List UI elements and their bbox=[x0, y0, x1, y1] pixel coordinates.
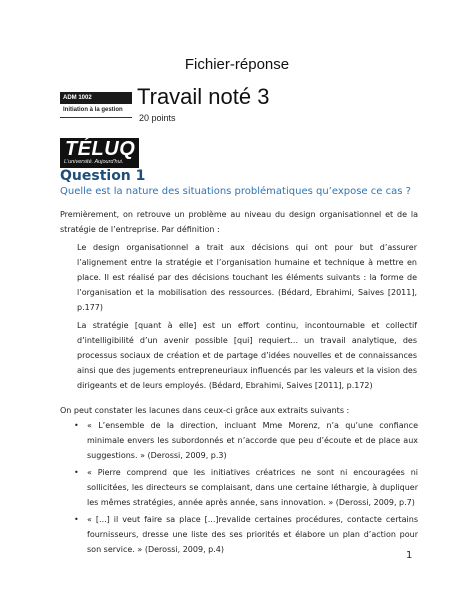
assignment-points: 20 points bbox=[139, 113, 176, 123]
block-quote-design: Le design organisationnel a trait aux décisions qui ont pour but d’assurer l’alignement entre la stratégie et l’organisation humaine et technique à mettre en place. Il est réalisé par des décisions touchant les éléments suivants : la forme de l’organisation et la mobilisation des ressources. (Bédard, Ebrahimi, Saives [2011], p.177) bbox=[77, 243, 417, 312]
block-quote-strategy: La stratégie [quant à elle] est un effort continu, incontournable et collectif d’intelligibilité d’un avenir possible [qui] requiert... un travail analytique, des processus sociaux de création et de partage d’idées nouvelles et de connaissances ainsi que des jugements entrepreneuriaux influencés par les valeurs et la vision des dirigeants et de leurs employés. (Bédard, Ebrahimi, Saives [2011], p.172) bbox=[77, 321, 417, 390]
course-identifier bbox=[60, 92, 132, 118]
list-item bbox=[74, 418, 418, 463]
question-prompt: Quelle est la nature des situations problématiques qu’expose ce cas ? bbox=[60, 186, 411, 197]
page-number: 1 bbox=[406, 550, 413, 561]
question-heading: Question 1 bbox=[60, 168, 146, 184]
teluq-logo bbox=[60, 138, 139, 168]
logo-wordmark: TÉLUQ bbox=[65, 138, 136, 160]
list-item-text: « L’ensemble de la direction, incluant Mme Morenz, n’a qu’une confiance minimale envers les subordonnés et n’accorde que peu d’écoute et de place aux suggestions. » (Derossi, 2009, p.3) bbox=[87, 421, 418, 460]
assignment-title: Travail noté 3 bbox=[137, 84, 270, 109]
list-item bbox=[74, 465, 418, 510]
excerpt-list bbox=[74, 418, 418, 559]
course-name: Initiation à la gestion bbox=[60, 104, 132, 118]
list-item-text: « [...] il veut faire sa place [...]revalide certaines procédures, contacte certains fournisseurs, dresse une liste des ses priorités et élabore un plan d’action pour son service. » (Derossi, 2009, p.4) bbox=[87, 515, 418, 554]
document-title: Fichier-réponse bbox=[184, 56, 290, 73]
list-item-text: « Pierre comprend que les initiatives créatrices ne sont ni encouragées ni sollicitées, les directeurs se complaisant, dans une certaine léthargie, à dupliquer les mêmes stratégies, année après année, sans innovation. » (Derossi, 2009, p.7) bbox=[87, 468, 418, 507]
course-code: ADM 1002 bbox=[60, 92, 132, 104]
bullet-icon: • bbox=[74, 515, 79, 524]
bullet-icon: • bbox=[74, 421, 79, 430]
lead-paragraph: On peut constater les lacunes dans ceux-ci grâce aux extraits suivants : bbox=[60, 406, 350, 415]
list-item bbox=[74, 512, 418, 557]
logo-tagline: L'université. Aujourd'hui. bbox=[64, 159, 124, 165]
intro-paragraph: Premièrement, on retrouve un problème au niveau du design organisationnel et de la stratégie de l’entreprise. Par définition : bbox=[60, 210, 418, 234]
bullet-icon: • bbox=[74, 468, 79, 477]
